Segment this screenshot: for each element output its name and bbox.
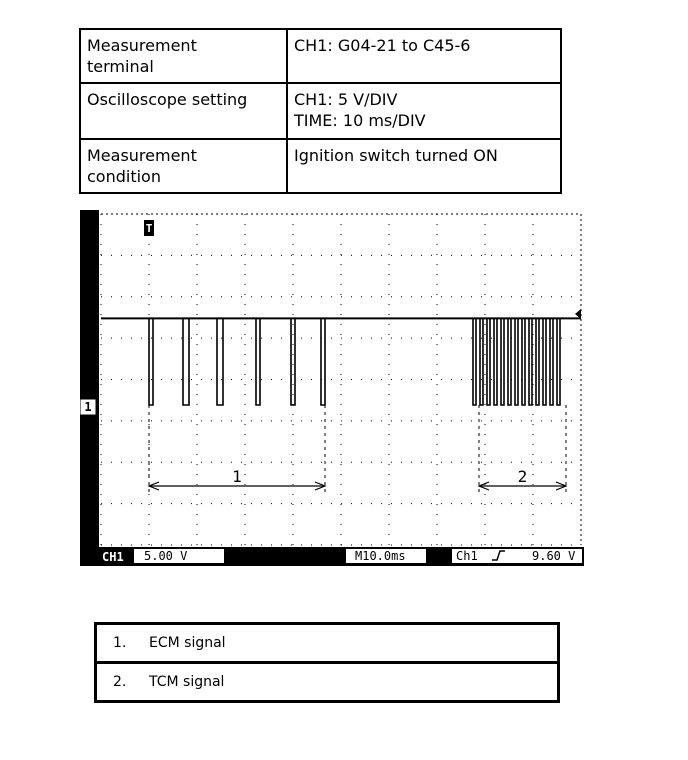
legend-table — [94, 622, 560, 703]
channel-ground-marker — [80, 399, 96, 415]
trigger-marker-label: T — [145, 222, 153, 235]
legend-row — [96, 624, 559, 663]
legend-number: 2. — [113, 674, 127, 690]
spec-row-measurement-terminal — [80, 29, 561, 83]
status-volts-div: 5.00 V — [144, 549, 188, 563]
oscilloscope-screenshot — [80, 210, 584, 566]
legend-row — [96, 663, 559, 702]
legend-label: ECM signal — [149, 635, 226, 651]
scope-left-bar — [80, 210, 99, 566]
spec-label: Measurement terminal — [80, 29, 287, 83]
status-channel: CH1 — [102, 550, 124, 564]
trigger-position-marker — [144, 220, 154, 236]
status-trigger-channel: Ch1 — [456, 549, 478, 563]
spec-row-oscilloscope-setting — [80, 83, 561, 139]
annotation-1-label: 1 — [232, 467, 242, 486]
spec-row-measurement-condition — [80, 139, 561, 193]
annotation-2-label: 2 — [517, 467, 528, 486]
legend-number: 1. — [113, 635, 127, 651]
legend-item-tcm — [96, 663, 559, 702]
spec-label: Measurement condition — [80, 139, 287, 193]
legend-label: TCM signal — [149, 674, 225, 690]
status-trigger-level: 9.60 V — [532, 549, 576, 563]
spec-label: Oscilloscope setting — [80, 83, 287, 139]
spec-value: CH1: G04-21 to C45-6 — [287, 29, 561, 83]
spec-value: Ignition switch turned ON — [287, 139, 561, 193]
channel-marker-label: 1 — [84, 400, 92, 414]
specification-table — [79, 28, 562, 194]
legend-item-ecm — [96, 624, 559, 663]
status-time-div: M10.0ms — [355, 549, 406, 563]
spec-value: CH1: 5 V/DIV TIME: 10 ms/DIV — [287, 83, 561, 139]
